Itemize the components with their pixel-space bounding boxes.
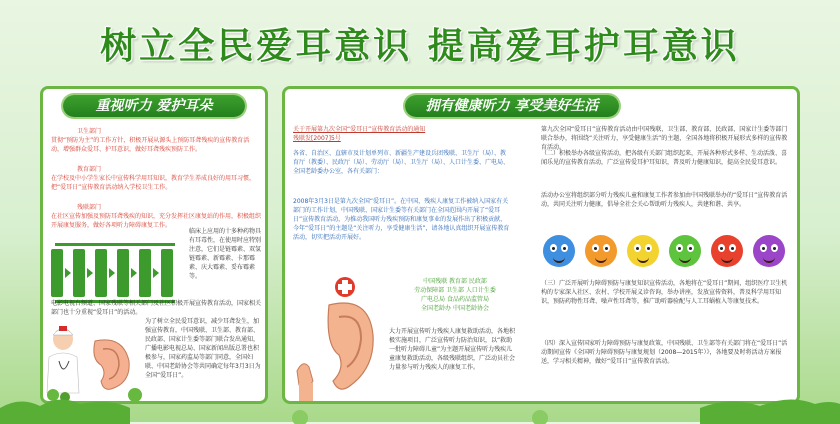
left-p1: 贯彻“预防为主”的工作方针，积极开展从源头上预防耳聋残疾的宣传教育活动，增强群众爱耳、护耳意识，做好耳聋残疾预防工作。 (51, 137, 250, 153)
notice-link-number[interactable]: 残联发[2007]5号 (293, 135, 341, 142)
ear-illustration (289, 275, 381, 403)
flow-step (73, 249, 85, 297)
page-title: 树立全民爱耳意识 提高爱耳护耳意识 (100, 25, 740, 67)
col2-p2: （二）积极举办各级宣传活动，把各级有关部门组织起来，开展各种形式多样、生动活泼、喜闻乐见的宣传教育活动，广泛宣传爱耳护耳知识，普及听力健康知识，提高全民爱耳意识。 (541, 150, 788, 166)
red-face-icon (711, 235, 743, 267)
flow-step (161, 249, 173, 297)
left-right-column: 临床上应用的十多种药物具有耳毒性，在使用时应特别注意，它们是链霉素、双氢链霉素、新霉素、卡那霉素、庆大霉素、妥布霉素等。 (189, 228, 262, 280)
col2-p1: 第九次全国“爱耳日”宣传教育活动由中国残联、卫生部、教育部、民政部、国家计生委等部门联合举办，将围绕“关注听力，享受健康生活”的主题，全国各地将积极开展形式多样的宣传教育活动。 (541, 126, 788, 151)
ear-caption-3: 全国老龄办 中国老龄协会 (421, 305, 489, 312)
right-panel-header: 拥有健康听力 享受美好生活 (405, 95, 619, 117)
left-panel (40, 86, 268, 404)
yellow-face-icon (627, 235, 659, 267)
orange-face-icon (585, 235, 617, 267)
doctor-illustration (45, 321, 145, 401)
flow-step (117, 249, 129, 297)
green-face-icon (669, 235, 701, 267)
flow-arrow (131, 268, 137, 278)
grass-decoration (0, 394, 840, 424)
right-p1: 各省、自治区、直辖市及计划单列市、新疆生产建设兵团残联、卫生厅（局）、教育厅（教委）、民政厅（局）、劳动厅（局）、卫生厅（局）、人口计生委、广电局、全国老龄委办公室，各有关部门： (293, 150, 510, 175)
left-p2-head: 教育部门 (77, 166, 102, 173)
flow-arrow (109, 268, 115, 278)
col2-p4: （三）广泛开展听力障碍预防与康复知识宣传活动，各地将在“爱耳日”期间，组织医疗卫生机构的专家深入社区、农村、学校开展义诊咨询，举办讲座，发放宣传资料，普及科学用耳知识，预防药物性耳聋、噪声性耳聋等，推广助听器验配与人工耳蜗植入等康复技术。 (541, 280, 788, 305)
right-p2: 2008年3月3日是第九次全国“爱耳日”。在中国，残疾人康复工作被纳入国家有关部门的工作计划，中国残联、国家计生委等有关部门在全国范围内开展了“爱耳日”宣传教育活动，为推动我国听力残疾预防和康复事业的发展作出了积极贡献，今年“爱耳日”的主题是“关注听力，享受健康生活”，请各地认真组织开展宣传教育活动，切实把活动开展好。 (293, 198, 510, 241)
col2-p5: （四）深入宣传国家听力障碍预防与康复政策，中国残联、卫生部等有关部门将在“爱耳日”活动期间宣传《全国听力障碍预防与康复规划（2008—2015年）》，各地要及时将活动方案报送，学习相关精神，做好“爱耳日”宣传教育活动。 (541, 340, 788, 365)
left-p3: 在社区宣传加强及预防耳聋残疾的知识，充分发挥社区康复站的作用，积极组织开展康复服务，做好各项听力障碍康复工作。 (51, 213, 262, 229)
col2-p3: 活动办公室将组织部分听力残疾儿童和康复工作者参加由中国残联举办的“爱耳日”宣传教育活动，共同关注听力健康，倡导全社会关心帮助听力残疾人，共建和谐、共享。 (541, 192, 788, 208)
flow-arrow (87, 268, 93, 278)
left-p4: 电影电视台频道、国家残联等相关部门及社区积极开展宣传教育活动，国家相关部门也十分重视“爱耳日”的活动。 (51, 300, 262, 316)
flow-line-top (55, 243, 175, 246)
flow-diagram (51, 243, 193, 305)
flow-arrow (153, 268, 159, 278)
left-p3-head: 残联部门 (77, 204, 102, 211)
ear-caption-2: 广电总局 食品药品监管局 (421, 296, 489, 303)
flow-step (139, 249, 151, 297)
notice-link-title[interactable]: 关于开展第九次全国“爱耳日”宣传教育活动的通知 (293, 126, 426, 133)
purple-face-icon (753, 235, 785, 267)
ear-caption-1: 劳动保障部 卫生部 人口计生委 (414, 287, 496, 294)
flow-arrow (65, 268, 71, 278)
ear-caption-0: 中国残联 教育部 民政部 (423, 278, 487, 285)
flow-step (95, 249, 107, 297)
blue-face-icon (543, 235, 575, 267)
right-p3: 大力开展宣传听力残疾人康复救助活动，各地积极实施项目，广泛宣传听力防治知识，以“救助一批听力障碍儿童”为主题开展宣传听力残疾儿童康复救助活动，各级残联组织，广泛动员社会力量参与听力残疾人的康复工作。 (389, 328, 516, 371)
left-p1-head: 卫生部门 (77, 128, 102, 135)
left-p2: 在学校及中小学生家长中宣传科学用耳知识，教育学生养成良好的用耳习惯，把“爱耳日”宣传教育活动纳入学校卫生工作。 (51, 175, 256, 191)
flow-step (51, 249, 63, 297)
left-p5: 为了树立全民爱耳意识，减少耳聋发生，加强宣传教育，中国残联、卫生部、教育部、民政部、国家计生委等部门联合发出通知，广播电影电视总局、国家新闻出版总署也积极参与，国家药监局等部门同意，全国妇联、中国老龄协会等共同确定每年3月3日为全国“爱耳日”。 (145, 318, 261, 379)
left-panel-header: 重视听力 爱护耳朵 (63, 95, 245, 117)
right-panel (282, 86, 800, 404)
